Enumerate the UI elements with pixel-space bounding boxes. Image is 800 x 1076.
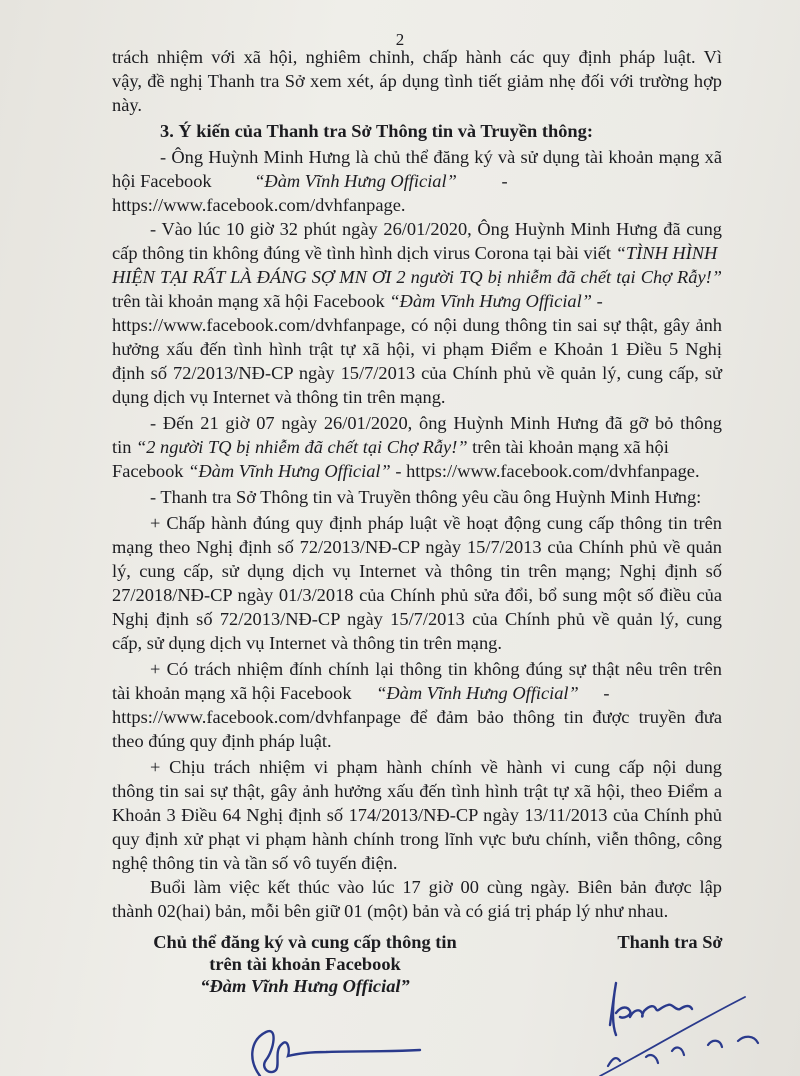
p1-line3: https://www.facebook.com/dvhfanpage. bbox=[112, 195, 406, 215]
p3-line3-text: Facebook bbox=[112, 461, 189, 481]
p6-line4: theo đúng quy định pháp luật. bbox=[112, 731, 332, 751]
post-title-start: “TÌNH HÌNH bbox=[615, 243, 718, 263]
p6-line2 bbox=[112, 682, 722, 704]
p1-line1: - Ông Huỳnh Minh Hưng là chủ thể đăng ký và sử dụng tài khoản mạng xã bbox=[160, 147, 722, 167]
p4-line1: - Thanh tra Sở Thông tin và Truyền thông yêu cầu ông Huỳnh Minh Hưng: bbox=[150, 487, 702, 507]
p2-line1: - Vào lúc 10 giờ 32 phút ngày 26/01/2020, Ông Huỳnh Minh Hưng đã cung bbox=[150, 219, 722, 239]
p2-line4-dash: - bbox=[591, 291, 603, 311]
p3-line3-url: - https://www.facebook.com/dvhfanpage. bbox=[390, 461, 700, 481]
p6-line2-text: tài khoản mạng xã hội Facebook bbox=[112, 683, 357, 703]
p0-line3: này. bbox=[112, 95, 142, 115]
right-signatory-title: Thanh tra Sở bbox=[617, 932, 723, 952]
section-3-heading: 3. Ý kiến của Thanh tra Sở Thông tin và Truyền thông: bbox=[160, 121, 593, 141]
p7-line5: nghệ thông tin và tần số vô tuyến điện. bbox=[112, 853, 398, 873]
p8-line2: thành 02(hai) bản, mỗi bên giữ 01 (một) bản và có giá trị pháp lý như nhau. bbox=[112, 901, 669, 921]
left-signatory-title bbox=[115, 931, 495, 997]
p6-line1: + Có trách nhiệm đính chính lại thông tin không đúng sự thật nêu trên trên bbox=[150, 659, 722, 679]
quoted-post-title: “2 người TQ bị nhiễm đã chết tại Chợ Rẫy!” bbox=[136, 437, 468, 457]
facebook-page-name: “Đàm Vĩnh Hưng Official” bbox=[389, 291, 592, 311]
p8-line1: Buổi làm việc kết thúc vào lúc 17 giờ 00 cùng ngày. Biên bản được lập bbox=[150, 877, 722, 897]
left-signatory-line1: Chủ thể đăng ký và cung cấp thông tin bbox=[153, 932, 457, 952]
p1-line2-dash: - bbox=[496, 171, 508, 191]
right-signature bbox=[560, 965, 800, 1076]
p5-line3: lý, cung cấp, sử dụng dịch vụ Internet và thông tin trên mạng; Nghị định số bbox=[112, 561, 722, 581]
facebook-page-name: “Đàm Vĩnh Hưng Official” bbox=[188, 461, 391, 481]
p1-line2-text: hội Facebook bbox=[112, 171, 217, 191]
p7-line1: + Chịu trách nhiệm vi phạm hành chính về hành vi cung cấp nội dung bbox=[150, 757, 722, 777]
p2-line4-text: trên tài khoản mạng xã hội Facebook bbox=[112, 291, 390, 311]
p7-line3: Khoản 3 Điều 64 Nghị định số 174/2013/NĐ-CP ngày 13/11/2013 của Chính phủ bbox=[112, 805, 722, 825]
p5-line4: 27/2018/NĐ-CP ngày 01/3/2018 của Chính phủ sửa đổi, bổ sung một số điều của bbox=[112, 585, 722, 605]
p2-line2 bbox=[112, 242, 722, 264]
p5-line2: mạng theo Nghị định số 72/2013/NĐ-CP ngày 15/7/2013 của Chính phủ về quản bbox=[112, 537, 722, 557]
p3-line2 bbox=[112, 436, 722, 458]
p2-line3-post-title: HIỆN TẠI RẤT LÀ ĐÁNG SỢ MN ƠI 2 người TQ bị nhiễm đã chết tại Chợ Rẫy!” bbox=[112, 267, 722, 287]
p2-line4 bbox=[112, 290, 722, 312]
p1-line2 bbox=[112, 170, 722, 192]
facebook-page-name: “Đàm Vĩnh Hưng Official” bbox=[376, 683, 579, 703]
p3-line2-text: tin bbox=[112, 437, 137, 457]
page-number: 2 bbox=[395, 30, 405, 49]
p2-line5: https://www.facebook.com/dvhfanpage, có nội dung thông tin sai sự thật, gây ảnh bbox=[112, 315, 722, 335]
left-signature bbox=[230, 1010, 430, 1076]
facebook-page-name: “Đàm Vĩnh Hưng Official” bbox=[254, 171, 457, 191]
p5-line6: cấp, sử dụng dịch vụ Internet và thông tin trên mạng. bbox=[112, 633, 502, 653]
p5-line1: + Chấp hành đúng quy định pháp luật về hoạt động cung cấp thông tin trên bbox=[150, 513, 722, 533]
p6-line3: https://www.facebook.com/dvhfanpage để đảm bảo thông tin được truyền đưa bbox=[112, 707, 722, 727]
p7-line2: thông tin sai sự thật, gây ảnh hưởng xấu đến tình hình trật tự xã hội, theo Điểm a bbox=[112, 781, 722, 801]
p0-line1: trách nhiệm với xã hội, nghiêm chỉnh, chấp hành các quy định pháp luật. Vì bbox=[112, 47, 722, 67]
p2-line7: định số 72/2013/NĐ-CP ngày 15/7/2013 của Chính phủ về quản lý, cung cấp, sử bbox=[112, 363, 722, 383]
p5-line5: Nghị định số 72/2013/NĐ-CP ngày 15/7/2013 của Chính phủ về quản lý, cung bbox=[112, 609, 722, 629]
left-signatory-line3: “Đàm Vĩnh Hưng Official” bbox=[200, 976, 410, 996]
p6-line2-dash: - bbox=[598, 683, 610, 703]
p3-line3 bbox=[112, 460, 722, 482]
p3-line1: - Đến 21 giờ 07 ngày 26/01/2020, ông Huỳnh Minh Hưng đã gỡ bỏ thông bbox=[150, 413, 722, 433]
p2-line8: dụng dịch vụ Internet và thông tin trên mạng. bbox=[112, 387, 446, 407]
p3-line2-rest: trên tài khoản mạng xã hội bbox=[467, 437, 669, 457]
p2-line6: hưởng xấu đến tình hình trật tự xã hội, vi phạm Điểm e Khoản 1 Điều 5 Nghị bbox=[112, 339, 722, 359]
p2-line2-text: cấp thông tin không đúng về tình hình dịch virus Corona tại bài viết bbox=[112, 243, 616, 263]
p7-line4: quy định xử phạt vi phạm hành chính trong lĩnh vực bưu chính, viễn thông, công bbox=[112, 829, 722, 849]
left-signatory-line2: trên tài khoản Facebook bbox=[209, 954, 401, 974]
p0-line2: vậy, đề nghị Thanh tra Sở xem xét, áp dụng tình tiết giảm nhẹ đối với trường hợp bbox=[112, 71, 722, 91]
